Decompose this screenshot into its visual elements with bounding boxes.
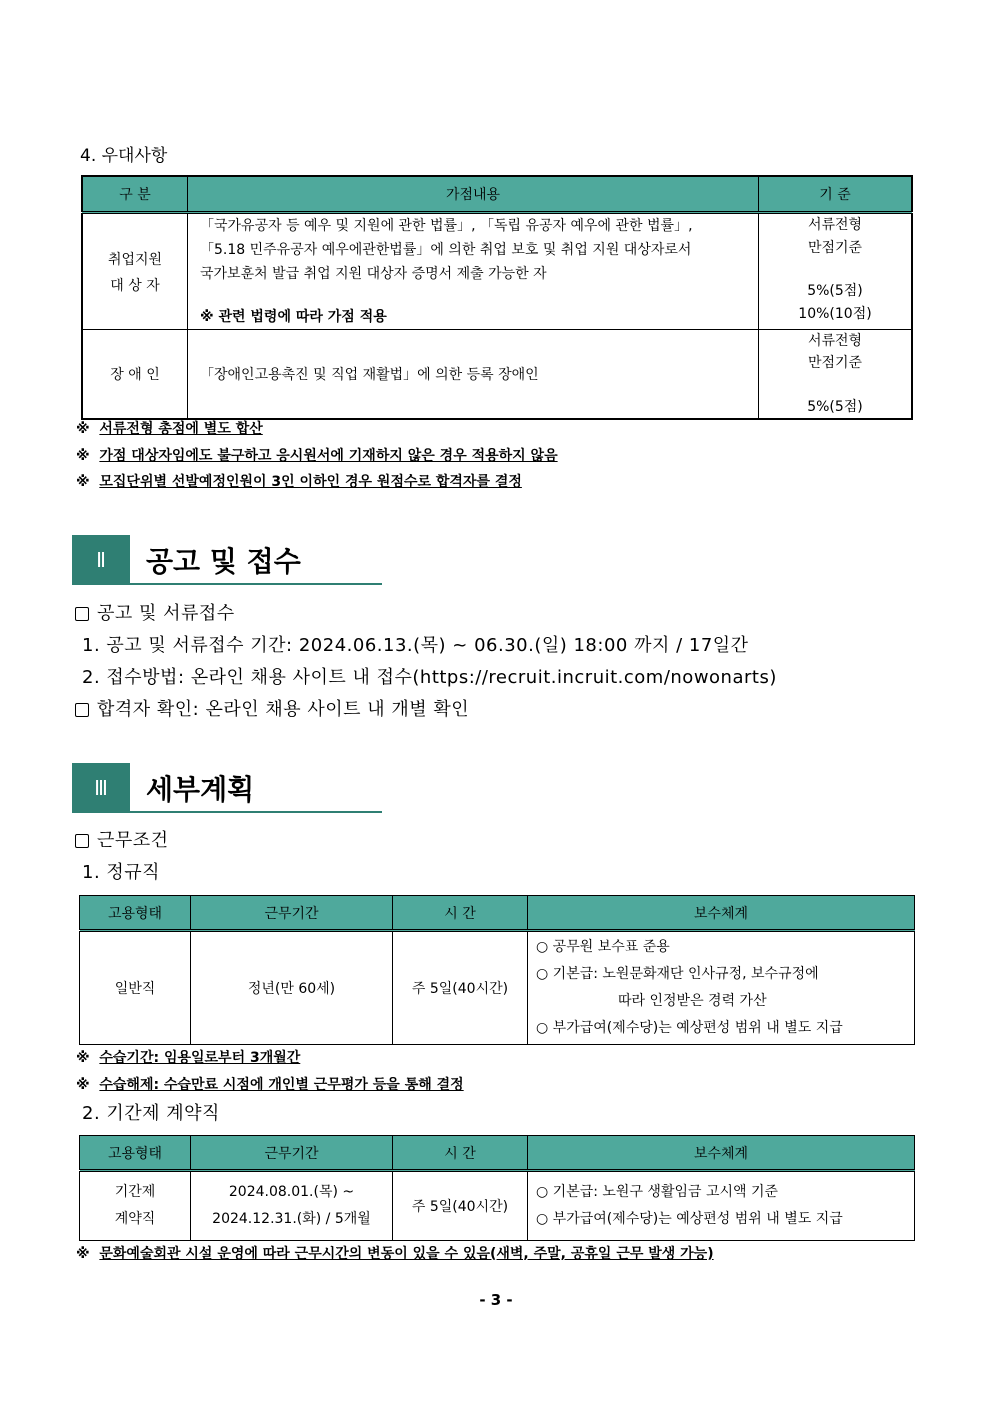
criteria-line: 서류전형 [807,333,863,349]
type-cell: 일반직 [80,931,191,1045]
section-3-title: 세부계획 [146,773,255,806]
section-2-title: 공고 및 접수 [146,545,301,578]
period-cell: 정년(만 60세) [191,931,393,1045]
period-cell [191,1171,393,1241]
list-item: 2. 접수방법: 온라인 채용 사이트 내 접수(https://recruit.incruit.com/nowonarts) [82,667,777,688]
section-4-title: 4. 우대사항 [80,146,168,166]
criteria-line: 5%(5점) [807,399,863,415]
section-2-number: Ⅱ [72,535,130,585]
page-number: - 3 - [479,1291,513,1309]
pay-line: ○ 공무원 보수표 준용 [536,939,670,955]
type-line: 계약직 [114,1211,156,1227]
header-content: 가점내용 [188,176,759,213]
pay-line: ○ 부가급여(제수당)는 예상편성 범위 내 별도 지급 [536,1211,843,1227]
content-cell [188,213,759,330]
category-cell: 장 애 인 [82,330,188,420]
checkbox-square-icon [75,703,89,717]
table-row [82,213,912,330]
checkbox-square-icon [75,607,89,621]
criteria-cell [759,213,913,330]
list-item: 1. 공고 및 서류접수 기간: 2024.06.13.(목) ~ 06.30.(일) 18:00 까지 / 17일간 [82,635,749,656]
header-period: 근무기간 [191,1136,393,1171]
checkbox-square-icon [75,834,89,848]
period-line: 2024.08.01.(목) ~ [228,1184,355,1200]
header-type: 고용형태 [80,896,191,931]
note-mark: ※ [76,474,90,490]
criteria-cell [759,330,913,420]
content-line: 「국가유공자 등 예우 및 지원에 관한 법률」, 「독립 유공자 예우에 관한 법률」, [200,218,693,234]
type-cell [80,1171,191,1241]
pay-cell [528,931,915,1045]
subheading: 2. 기간제 계약직 [82,1103,220,1124]
pay-line: 따라 인정받은 경력 가산 [618,993,767,1009]
type-line: 기간제 [114,1184,156,1200]
category-line: 취업지원 [107,251,163,268]
table-header-row [80,896,915,931]
table-row [80,1171,915,1241]
note-mark: ※ [76,1050,90,1066]
header-criteria: 기 준 [759,176,913,213]
header-hours: 시 간 [393,896,528,931]
pay-line: ○ 부가급여(제수당)는 예상편성 범위 내 별도 지급 [536,1020,843,1036]
pay-cell [528,1171,915,1241]
note: ※ 수습기간: 임용일로부터 3개월간 [76,1050,301,1066]
content-cell: 「장애인고용촉진 및 직업 재활법」에 의한 등록 장애인 [188,330,759,420]
note: ※ 가점 대상자임에도 불구하고 응시원서에 기재하지 않은 경우 적용하지 않음 [76,448,558,464]
category-line: 대 상 자 [110,277,160,294]
period-line: 2024.12.31.(화) / 5개월 [212,1211,371,1227]
contract-position-table [79,1135,915,1241]
note: ※ 모집단위별 선발예정인원이 3인 이하인 경우 원점수로 합격자를 결정 [76,474,522,490]
note-mark: ※ [76,421,90,437]
hours-cell: 주 5일(40시간) [393,931,528,1045]
hours-cell: 주 5일(40시간) [393,1171,528,1241]
regular-position-table [79,895,915,1045]
note-mark: ※ [76,1246,90,1262]
header-period: 근무기간 [191,896,393,931]
content-line: 「5.18 민주유공자 예우에관한법률」에 의한 취업 보호 및 취업 지원 대상자로서 [200,242,692,258]
criteria-line: 만점기준 [807,355,863,371]
criteria-line: 10%(10점) [798,306,872,322]
criteria-line: 5%(5점) [807,283,863,299]
header-pay: 보수체계 [528,896,915,931]
table-row [82,330,912,420]
criteria-line: 서류전형 [807,217,863,233]
note: ※ 문화예술회관 시설 운영에 따라 근무시간의 변동이 있을 수 있음(새벽, 주말, 공휴일 근무 발생 가능) [76,1246,714,1262]
pay-line: ○ 기본급: 노원구 생활임금 고시액 기준 [536,1184,779,1200]
note: ※ 수습해제: 수습만료 시점에 개인별 근무평가 등을 통해 결정 [76,1077,464,1093]
note-mark: ※ [76,1077,90,1093]
header-type: 고용형태 [80,1136,191,1171]
subheading: 1. 정규직 [82,862,161,883]
section-2-underline [72,583,382,585]
section-3-number: Ⅲ [72,763,130,813]
table-header-row [82,176,912,213]
content-note: ※ 관련 법령에 따라 가점 적용 [200,309,387,325]
header-hours: 시 간 [393,1136,528,1171]
note: ※ 서류전형 총점에 별도 합산 [76,421,263,437]
category-cell [82,213,188,330]
note-mark: ※ [76,448,90,464]
table-row [80,931,915,1045]
pay-line: ○ 기본급: 노원문화재단 인사규정, 보수규정에 [536,966,819,982]
content-line: 국가보훈처 발급 취업 지원 대상자 증명서 제출 가능한 자 [200,266,547,282]
criteria-line: 만점기준 [807,240,863,256]
list-item: 공고 및 서류접수 [75,599,235,625]
preference-table [81,175,913,420]
section-3-underline [72,811,382,813]
header-pay: 보수체계 [528,1136,915,1171]
list-item: 합격자 확인: 온라인 채용 사이트 내 개별 확인 [75,695,469,721]
table-header-row [80,1136,915,1171]
header-category: 구 분 [82,176,188,213]
list-item: 근무조건 [75,826,169,852]
